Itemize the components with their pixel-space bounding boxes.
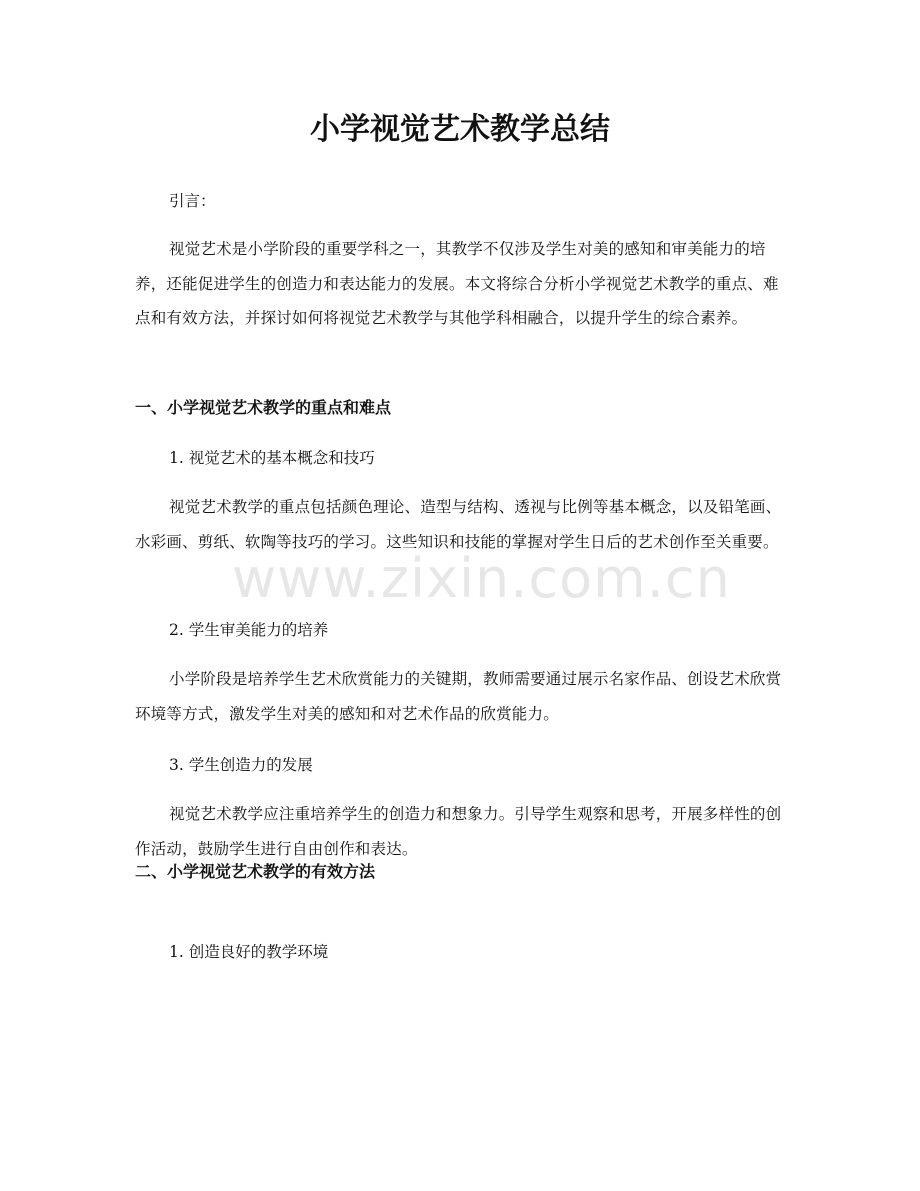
intro-paragraph: 视觉艺术是小学阶段的重要学科之一，其教学不仅涉及学生对美的感知和审美能力的培养，还能促进学生的创造力和表达能力的发展。本文将综合分析小学视觉艺术教学的重点、难点和有效方法，并探讨如何将视觉艺术教学与其他学科相融合，以提升学生的综合素养。 [135, 240, 779, 327]
section-1-item-2-title: 2. 学生审美能力的培养 [169, 621, 329, 639]
section-1-item-2-body: 小学阶段是培养学生艺术欣赏能力的关键期，教师需要通过展示名家作品、创设艺术欣赏环境等方式，激发学生对美的感知和对艺术作品的欣赏能力。 [135, 670, 782, 723]
watermark: www.zixin.com.cn [232, 547, 731, 610]
section-1-heading: 一、小学视觉艺术教学的重点和难点 [135, 398, 392, 417]
intro-label: 引言： [169, 192, 216, 210]
section-2-heading: 二、小学视觉艺术教学的有效方法 [135, 862, 376, 881]
section-2-item-1-title: 1. 创造良好的教学环境 [169, 943, 329, 961]
section-1-item-3-body: 视觉艺术教学应注重培养学生的创造力和想象力。引导学生观察和思考，开展多样性的创作活动，鼓励学生进行自由创作和表达。 [135, 805, 782, 858]
section-1-item-3-title: 3. 学生创造力的发展 [169, 756, 313, 774]
document-title: 小学视觉艺术教学总结 [310, 112, 610, 147]
section-1-item-1-body: 视觉艺术教学的重点包括颜色理论、造型与结构、透视与比例等基本概念，以及铅笔画、水彩画、剪纸、软陶等技巧的学习。这些知识和技能的掌握对学生日后的艺术创作至关重要。 [135, 498, 782, 551]
section-1-item-1-title: 1. 视觉艺术的基本概念和技巧 [169, 449, 375, 467]
